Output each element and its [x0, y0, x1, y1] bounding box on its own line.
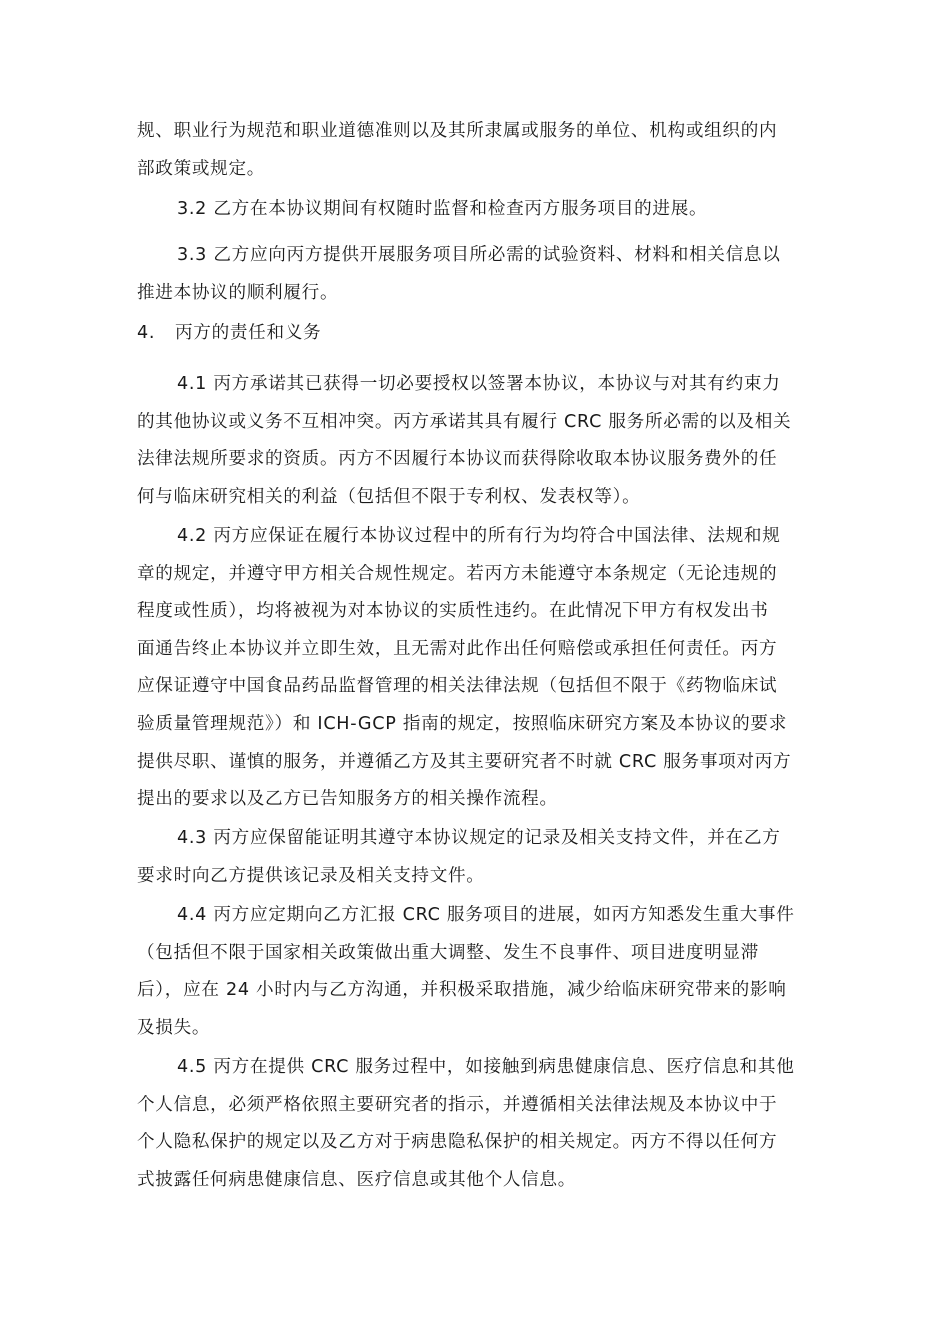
paragraph-line: （包括但不限于国家相关政策做出重大调整、发生不良事件、项目进度明显滞	[137, 942, 759, 963]
paragraph-line: 提供尽职、谨慎的服务，并遵循乙方及其主要研究者不时就 CRC 服务事项对丙方	[137, 751, 792, 772]
clause-4-3	[137, 820, 817, 895]
paragraph-line: 个人隐私保护的规定以及乙方对于病患隐私保护的相关规定。丙方不得以任何方	[137, 1132, 778, 1153]
paragraph-line: 3.2 乙方在本协议期间有权随时监督和检查丙方服务项目的进展。	[177, 199, 708, 219]
clause-3-1-continuation	[137, 113, 817, 188]
paragraph-line: 后），应在 24 小时内与乙方沟通，并积极采取措施，减少给临床研究带来的影响	[137, 980, 787, 1001]
paragraph-line: 应保证遵守中国食品药品监督管理的相关法律法规（包括但不限于《药物临床试	[137, 676, 778, 697]
paragraph-line: 规、职业行为规范和职业道德准则以及其所隶属或服务的单位、机构或组织的内	[137, 121, 778, 141]
paragraph-line: 要求时向乙方提供该记录及相关支持文件。	[137, 865, 485, 886]
paragraph-line: 式披露任何病患健康信息、医疗信息或其他个人信息。	[137, 1169, 577, 1190]
paragraph-line: 何与临床研究相关的利益（包括但不限于专利权、发表权等）。	[137, 486, 641, 507]
paragraph-line: 程度或性质），均将被视为对本协议的实质性违约。在此情况下甲方有权发出书	[137, 601, 769, 622]
section-title: 丙方的责任和义务	[175, 323, 322, 343]
clause-3-2	[137, 191, 817, 229]
clause-4-4	[137, 897, 817, 1047]
paragraph-line: 个人信息，必须严格依照主要研究者的指示，并遵循相关法律法规及本协议中于	[137, 1094, 778, 1115]
clause-4-2	[137, 518, 817, 819]
paragraph-line: 4.4 丙方应定期向乙方汇报 CRC 服务项目的进展，如丙方知悉发生重大事件	[177, 905, 795, 925]
clause-4-5	[137, 1049, 817, 1199]
paragraph-line: 面通告终止本协议并立即生效，且无需对此作出任何赔偿或承担任何责任。丙方	[137, 638, 778, 659]
section-number: 4.	[137, 323, 156, 343]
paragraph-line: 4.5 丙方在提供 CRC 服务过程中，如接触到病患健康信息、医疗信息和其他	[177, 1057, 795, 1077]
paragraph-line: 4.2 丙方应保证在履行本协议过程中的所有行为均符合中国法律、法规和规	[177, 526, 781, 546]
paragraph-line: 3.3 乙方应向丙方提供开展服务项目所必需的试验资料、材料和相关信息以	[177, 245, 781, 265]
paragraph-line: 部政策或规定。	[137, 158, 266, 179]
paragraph-line: 法律法规所要求的资质。丙方不因履行本协议而获得除收取本协议服务费外的任	[137, 449, 778, 470]
clause-3-3	[137, 237, 817, 312]
paragraph-line: 4.3 丙方应保留能证明其遵守本协议规定的记录及相关支持文件，并在乙方	[177, 828, 781, 848]
paragraph-line: 验质量管理规范》）和 ICH-GCP 指南的规定，按照临床研究方案及本协议的要求	[137, 713, 788, 734]
paragraph-line: 章的规定，并遵守甲方相关合规性规定。若丙方未能遵守本条规定（无论违规的	[137, 563, 778, 584]
paragraph-line: 推进本协议的顺利履行。	[137, 282, 339, 303]
paragraph-line: 提出的要求以及乙方已告知服务方的相关操作流程。	[137, 789, 558, 810]
paragraph-line: 及损失。	[137, 1017, 211, 1038]
section-4-heading	[137, 315, 321, 353]
clause-4-1	[137, 366, 817, 516]
paragraph-line: 4.1 丙方承诺其已获得一切必要授权以签署本协议，本协议与对其有约束力	[177, 374, 781, 394]
paragraph-line: 的其他协议或义务不互相冲突。丙方承诺其具有履行 CRC 服务所必需的以及相关	[137, 411, 792, 432]
